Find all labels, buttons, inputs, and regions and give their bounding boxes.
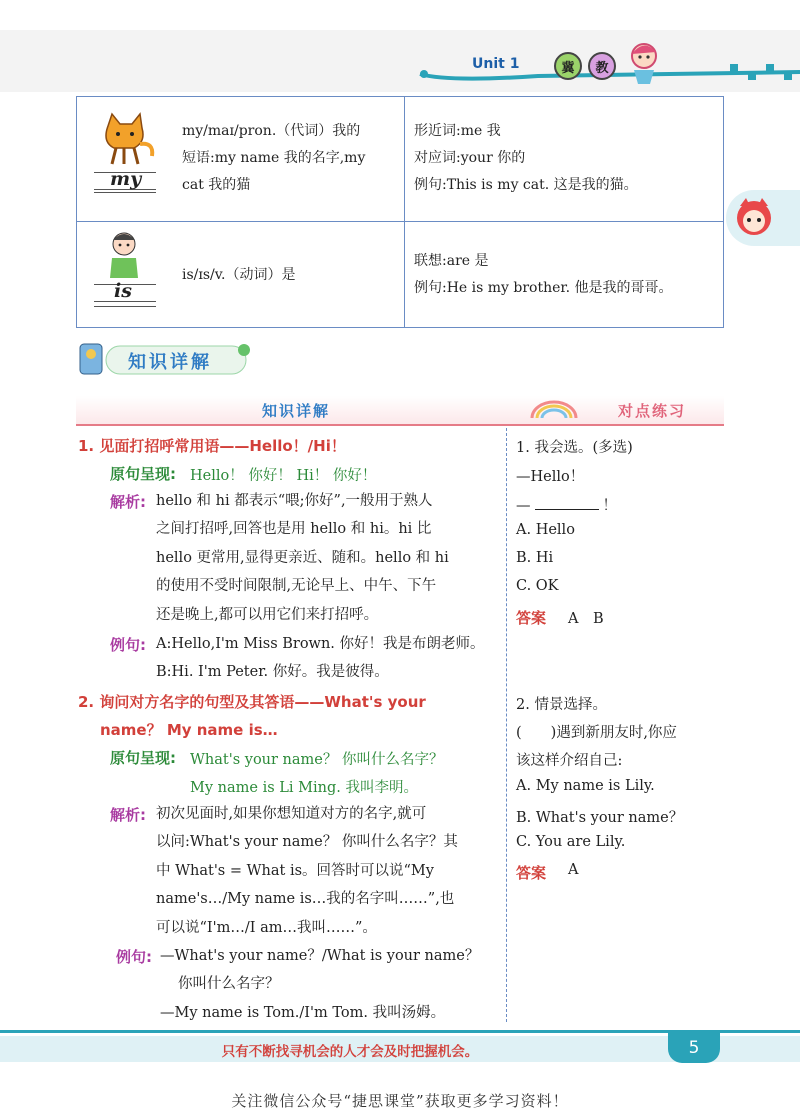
point2-orig1: What's your name？ 你叫什么名字？ xyxy=(190,752,444,768)
analysis-line: hello 和 hi 都表示“喂;你好”,一般用于熟人 xyxy=(156,493,433,509)
point1-examples xyxy=(156,630,485,687)
point1-orig: Hello！ 你好！ Hi！ 你好！ xyxy=(190,468,377,484)
example-line: B:Hi. I'm Peter. 你好。我是彼得。 xyxy=(156,664,389,681)
exclaim: ！ xyxy=(602,498,617,514)
exercise1-answer-label: 答案 xyxy=(516,609,547,627)
exercise1-line2 xyxy=(516,494,617,515)
vocab-my-similar: 形近词:me 我 xyxy=(414,123,501,139)
badge-ji: 冀 xyxy=(554,52,582,80)
analysis-line: 之间打招呼,回答也是用 hello 和 hi。hi 比 xyxy=(156,521,432,538)
writing-line-extra-2 xyxy=(94,306,156,307)
bottom-note: 关注微信公众号“捷思课堂”获取更多学习资料！ xyxy=(231,1092,569,1110)
vocab-my-phrase-cont: cat 我的猫 xyxy=(182,177,251,193)
point2-orig2: My name is Li Ming. 我叫李明。 xyxy=(190,780,418,796)
exercise1-option-a: A. Hello xyxy=(516,522,575,538)
analysis-line: 初次见面时,如果你想知道对方的名字,就可 xyxy=(156,806,427,822)
cat-icon xyxy=(94,112,158,166)
exercise1-line1: —Hello！ xyxy=(516,469,585,485)
point1-analysis xyxy=(156,487,449,629)
vocab-is-example: 例句:He is my brother. 他是我的哥哥。 xyxy=(414,280,673,296)
badge-jiao: 教 xyxy=(588,52,616,80)
exercise2-question: 2. 情景选择。 xyxy=(516,697,607,713)
analysis-line: 中 What's = What is。回答时可以说“My xyxy=(156,862,434,879)
exercise2-option-c: C. You are Lily. xyxy=(516,834,626,850)
exercise2-line2: 该这样介绍自己: xyxy=(516,753,623,769)
vocab-my-phrase: 短语:my name 我的名字,my xyxy=(182,150,366,166)
analysis-line: 的使用不受时间限制,无论早上、中午、下午 xyxy=(156,578,437,595)
vocab-word-my: my xyxy=(110,168,142,190)
vocab-is-def: is/ɪs/v.（动词）是 xyxy=(182,267,296,283)
point2-title-line2: name？ My name is… xyxy=(100,721,278,739)
point1-title: 1. 见面打招呼常用语——Hello！/Hi！ xyxy=(78,437,346,455)
exercise2-line1: ( )遇到新朋友时,你应 xyxy=(516,725,677,741)
point2-analysis xyxy=(156,800,458,942)
unit-title: Unit 1 xyxy=(472,56,520,72)
exercise2-option-a: A. My name is Lily. xyxy=(516,778,655,794)
exercise1-question: 1. 我会选。(多选) xyxy=(516,440,633,456)
point1-orig-label: 原句呈现: xyxy=(110,465,176,483)
point1-example-label: 例句: xyxy=(110,636,146,654)
point2-orig-label: 原句呈现: xyxy=(110,749,176,767)
page-number: 5 xyxy=(668,1033,720,1063)
example-line: 你叫什么名字？ xyxy=(178,976,280,993)
footer-motto: 只有不断找寻机会的人才会及时把握机会。 xyxy=(221,1044,479,1060)
analysis-line: 可以说“I'm…/I am…我叫……”。 xyxy=(156,919,377,936)
point2-examples xyxy=(160,942,479,1027)
point2-example-label: 例句: xyxy=(116,948,152,966)
vocab-my-example: 例句:This is my cat. 这是我的猫。 xyxy=(414,177,638,193)
column-header-right: 对点练习 xyxy=(618,402,687,420)
exercise2-answer-label: 答案 xyxy=(516,864,547,882)
girl-mascot-icon xyxy=(622,36,668,86)
section-title: 知识详解 xyxy=(128,352,212,373)
vocab-is-assoc: 联想:are 是 xyxy=(414,253,489,269)
fox-mascot-icon xyxy=(732,196,776,240)
point2-title-line1: 2. 询问对方名字的句型及其答语——What's your xyxy=(78,693,426,711)
analysis-line: name's…/My name is…我的名字叫……”,也 xyxy=(156,891,455,908)
analysis-line: hello 更常用,显得更亲近、随和。hello 和 hi xyxy=(156,549,449,566)
example-line: —What's your name？/What is your name？ xyxy=(160,948,480,964)
answer-blank[interactable] xyxy=(535,509,599,510)
example-line: A:Hello,I'm Miss Brown. 你好！我是布朗老师。 xyxy=(156,636,485,652)
vocab-col-divider xyxy=(404,96,405,328)
exercise2-option-b: B. What's your name？ xyxy=(516,810,684,826)
point2-analysis-label: 解析: xyxy=(110,806,146,824)
dash: — xyxy=(516,498,531,514)
writing-line-extra xyxy=(94,192,156,193)
exercise1-option-c: C. OK xyxy=(516,578,559,594)
vocab-my-def: my/maɪ/pron.（代词）我的 xyxy=(182,123,361,139)
exercise1-option-b: B. Hi xyxy=(516,550,554,566)
example-line: —My name is Tom./I'm Tom. 我叫汤姆。 xyxy=(160,1004,446,1021)
point1-analysis-label: 解析: xyxy=(110,493,146,511)
analysis-line: 以问:What's your name？ 你叫什么名字？其 xyxy=(156,834,458,851)
analysis-line: 还是晚上,都可以用它们来打招呼。 xyxy=(156,606,379,623)
column-header-left: 知识详解 xyxy=(262,402,331,420)
boy-icon xyxy=(102,228,146,280)
column-divider xyxy=(506,428,507,1022)
rainbow-icon xyxy=(526,398,582,420)
vocab-row-divider xyxy=(76,221,724,222)
vocab-my-counterpart: 对应词:your 你的 xyxy=(414,150,526,166)
exercise2-answer: A xyxy=(568,862,579,878)
exercise1-answer: A B xyxy=(568,611,604,627)
vocab-word-is: is xyxy=(114,280,132,302)
